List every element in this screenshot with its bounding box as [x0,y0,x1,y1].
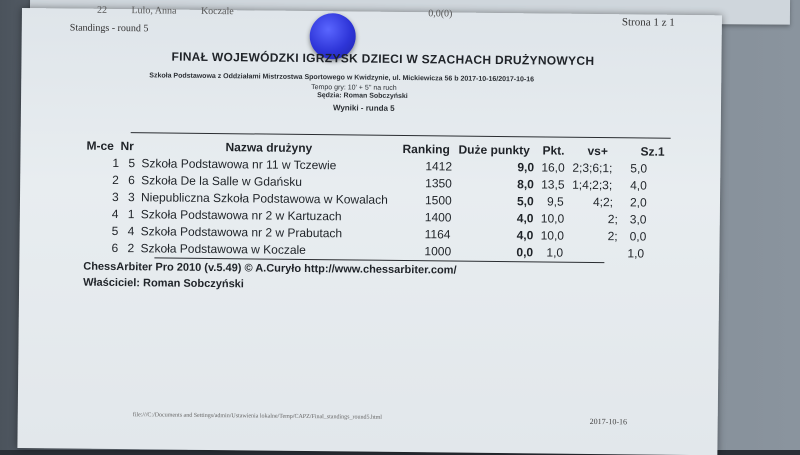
prev-row-cell: Koczale [200,5,234,18]
cell-place: 4 [111,206,119,222]
cell-points: 1,0 [546,245,564,260]
col-header-sz1: Sz.1 [640,144,665,159]
cell-big-points: 4,0 [516,211,534,226]
col-header-ranking: Ranking [402,141,450,157]
prev-row-cell: 0,0(0) [428,8,453,20]
cell-big-points: 4,0 [516,228,534,243]
col-header-place: M-ce [86,138,114,153]
cell-name: Szkoła De la Salle w Gdańsku [141,173,303,189]
print-date: 2017-10-16 [589,416,628,427]
cell-big-points: 0,0 [516,245,534,260]
cell-big-points: 5,0 [516,194,534,209]
venue-line: Szkoła Podstawowa z Oddziałami Mistrzostwa Sportowego w Kwidzynie, ul. Mickiewicza 56 b 2017-10-16/2017-10-16 [149,72,535,84]
cell-big-points: 8,0 [517,177,534,192]
prev-row-cell: 22 [96,4,108,16]
cell-ranking: 1412 [425,159,453,174]
cell-sz1: 5,0 [630,161,648,176]
cell-ranking: 1500 [424,193,452,208]
cell-vs: 2; [607,212,618,227]
cell-nr: 5 [128,156,136,171]
software-credit: ChessArbiter Pro 2010 (v.5.49) © A.Curyło http://www.chessarbiter.com/ [83,260,457,277]
col-header-big-points: Duże punkty [458,142,530,158]
page-header-left: Standings - round 5 [69,22,149,35]
cell-big-points: 9,0 [517,160,535,175]
col-header-nr: Nr [120,139,134,154]
cell-sz1: 4,0 [630,178,647,193]
cell-vs: 2; [607,229,618,244]
cell-name: Szkoła Podstawowa nr 2 w Kartuzach [140,207,342,224]
page-number: Strona 1 z 1 [621,16,675,29]
file-path: file:///C:/Documents and Settings/admin/Ustawienia lokalne/Temp/CAPZ/Final_standings_round5.html [132,412,382,421]
cell-points: 10,0 [540,228,565,243]
cell-sz1: 3,0 [629,212,647,227]
col-header-name: Nazwa drużyny [225,140,313,156]
cell-place: 5 [111,223,119,239]
cell-nr: 3 [127,190,135,205]
cell-points: 16,0 [541,160,565,175]
cell-sz1: 0,0 [629,229,647,244]
cell-points: 13,5 [541,177,565,192]
cell-place: 2 [112,172,119,188]
cell-ranking: 1000 [424,244,452,259]
standings-sheet [17,4,722,455]
cell-ranking: 1164 [424,227,451,242]
cell-vs: 1;4;2;3; [572,177,613,193]
cell-ranking: 1350 [425,176,452,191]
document-title: FINAŁ WOJEWÓDZKI IGRZYSK DZIECI W SZACHACH DRUŻYNOWYCH [171,49,595,68]
cell-sz1: 1,0 [627,246,645,261]
cell-place: 1 [112,155,120,171]
cell-nr: 1 [127,207,135,222]
prev-row-cell: Lulo, Anna [131,5,177,17]
col-header-points: Pkt. [542,143,565,158]
cell-place: 6 [111,240,119,256]
cell-place: 3 [111,189,119,205]
cell-name: Szkoła Podstawowa w Koczale [140,241,306,257]
cell-vs: 2;3;6;1; [572,160,613,176]
cell-sz1: 2,0 [629,195,647,210]
cell-nr: 4 [127,224,135,239]
cell-name: Szkoła Podstawowa nr 11 w Tczewie [141,156,337,173]
table-top-rule [131,132,671,139]
cell-ranking: 1400 [424,210,452,225]
cell-name: Niepubliczna Szkoła Podstawowa w Kowalach [140,190,388,207]
round-label: Wyniki - runda 5 [332,103,395,113]
cell-points: 10,0 [540,211,565,226]
cell-points: 9,5 [546,194,564,209]
cell-nr: 6 [128,173,135,188]
cell-name: Szkoła Podstawowa nr 2 w Prabutach [140,224,343,241]
cell-nr: 2 [127,241,135,256]
arbiter: Sędzia: Roman Sobczyński [317,92,408,101]
cell-vs: 4;2; [592,194,614,210]
time-control: Tempo gry: 10' + 5'' na ruch [311,84,397,92]
owner-line: Właściciel: Roman Sobczyński [83,276,244,291]
col-header-vs: vs+ [587,143,608,159]
